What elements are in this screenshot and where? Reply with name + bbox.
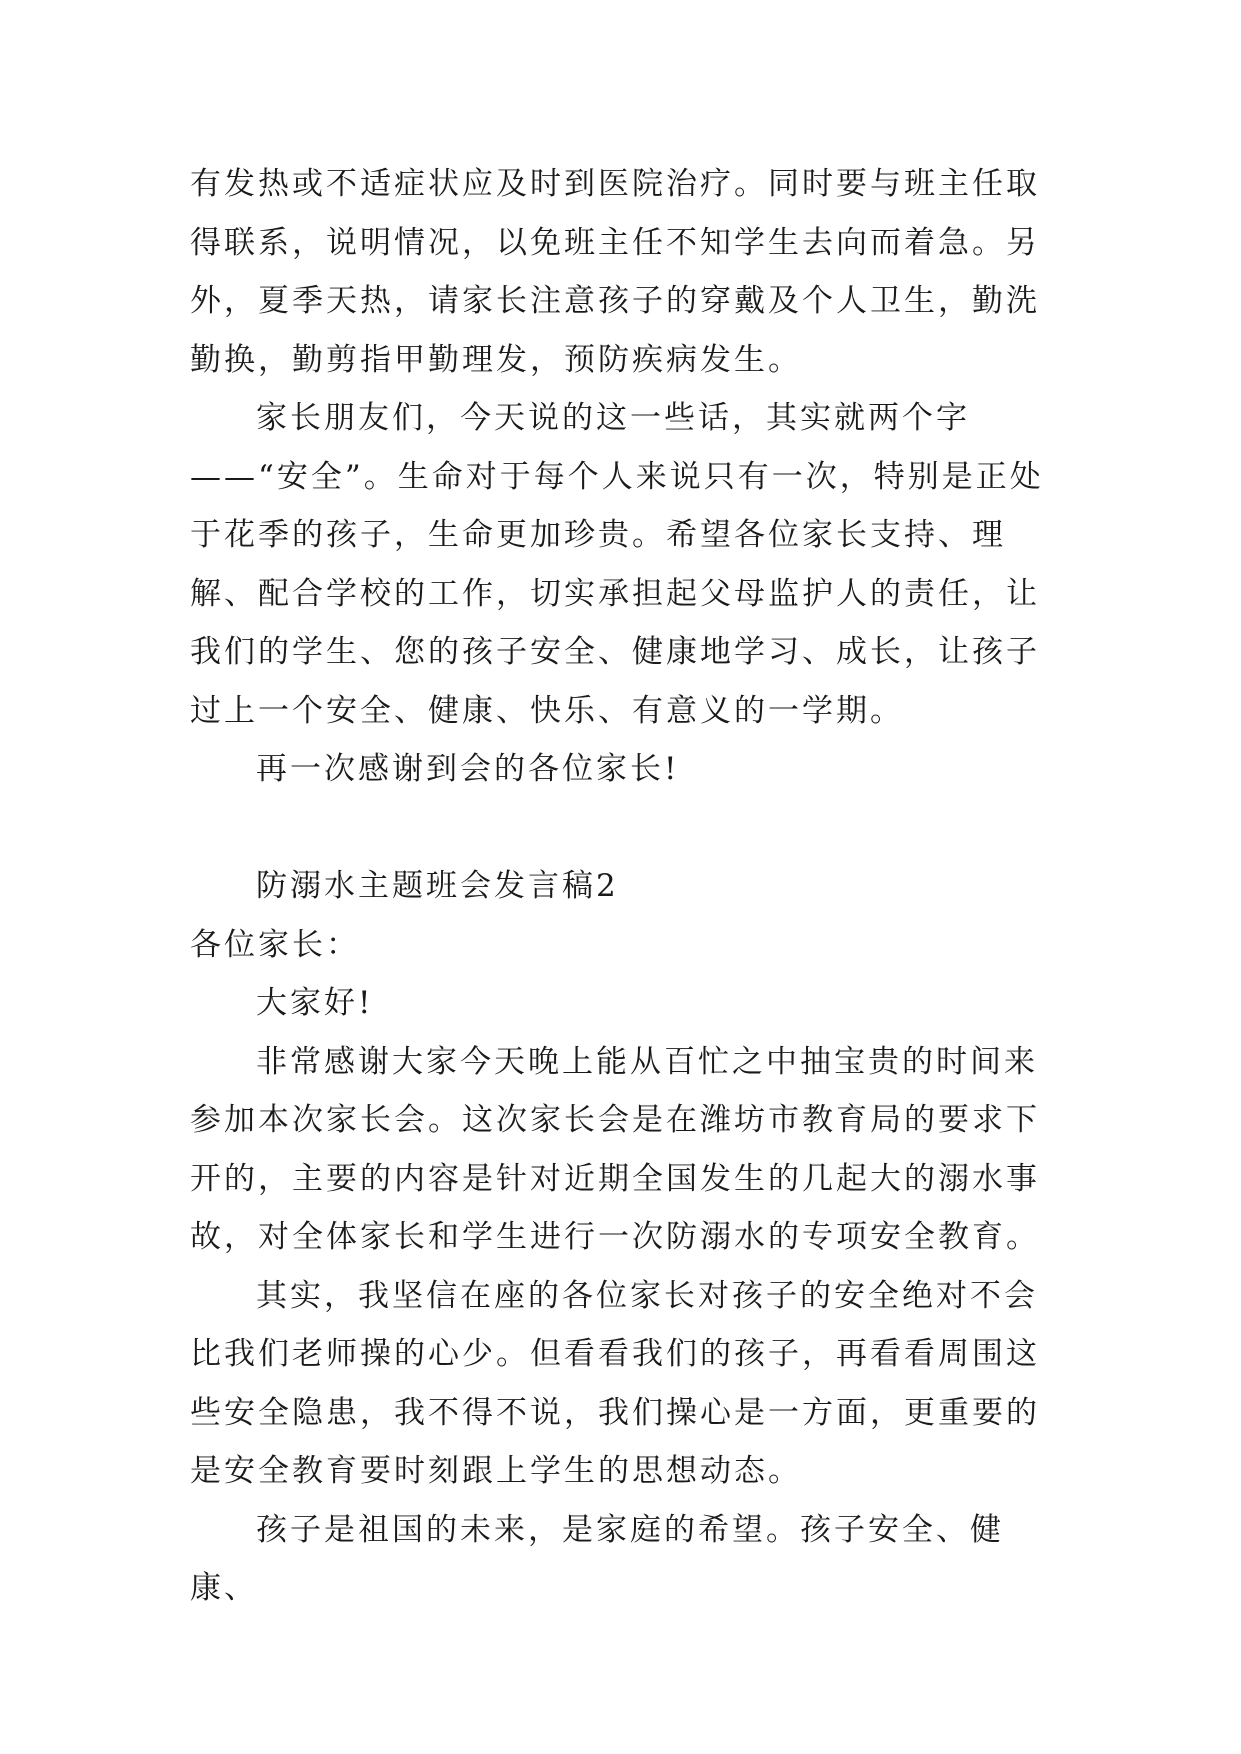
greeting: 大家好! [256, 985, 374, 1021]
section-title: 防溺水主题班会发言稿2 [256, 868, 619, 904]
blank-line [190, 799, 1070, 858]
paragraph-belief: 其实，我坚信在座的各位家长对孩子的安全绝对不会比我们老师操的心少。但看看我们的孩子，再看看周围这些安全隐患，我不得不说，我们操心是一方面，更重要的是安全教育要时刻跟上学生的思想动态。 [190, 1277, 1040, 1489]
paragraph-future: 孩子是祖国的未来，是家庭的希望。孩子安全、健康、 [190, 1511, 1004, 1606]
document-body [190, 155, 1070, 1618]
paragraph-intro: 非常感谢大家今天晚上能从百忙之中抽宝贵的时间来参加本次家长会。这次家长会是在潍坊市教育局的要求下开的，主要的内容是针对近期全国发生的几起大的溺水事故，对全体家长和学生进行一次防溺水的专项安全教育。 [190, 1043, 1040, 1255]
paragraph-continued: 有发热或不适症状应及时到医院治疗。同时要与班主任取得联系，说明情况，以免班主任不知学生去向而着急。另外，夏季天热，请家长注意孩子的穿戴及个人卫生，勤洗勤换，勤剪指甲勤理发，预防疾病发生。 [190, 166, 1040, 378]
paragraph-safety: 家长朋友们，今天说的这一些话，其实就两个字——“安全”。生命对于每个人来说只有一次，特别是正处于花季的孩子，生命更加珍贵。希望各位家长支持、理解、配合学校的工作，切实承担起父母监护人的责任，让我们的学生、您的孩子安全、健康地学习、成长，让孩子过上一个安全、健康、快乐、有意义的一学期。 [190, 400, 1044, 729]
salutation: 各位家长： [190, 926, 360, 963]
paragraph-thanks: 再一次感谢到会的各位家长! [256, 751, 680, 787]
